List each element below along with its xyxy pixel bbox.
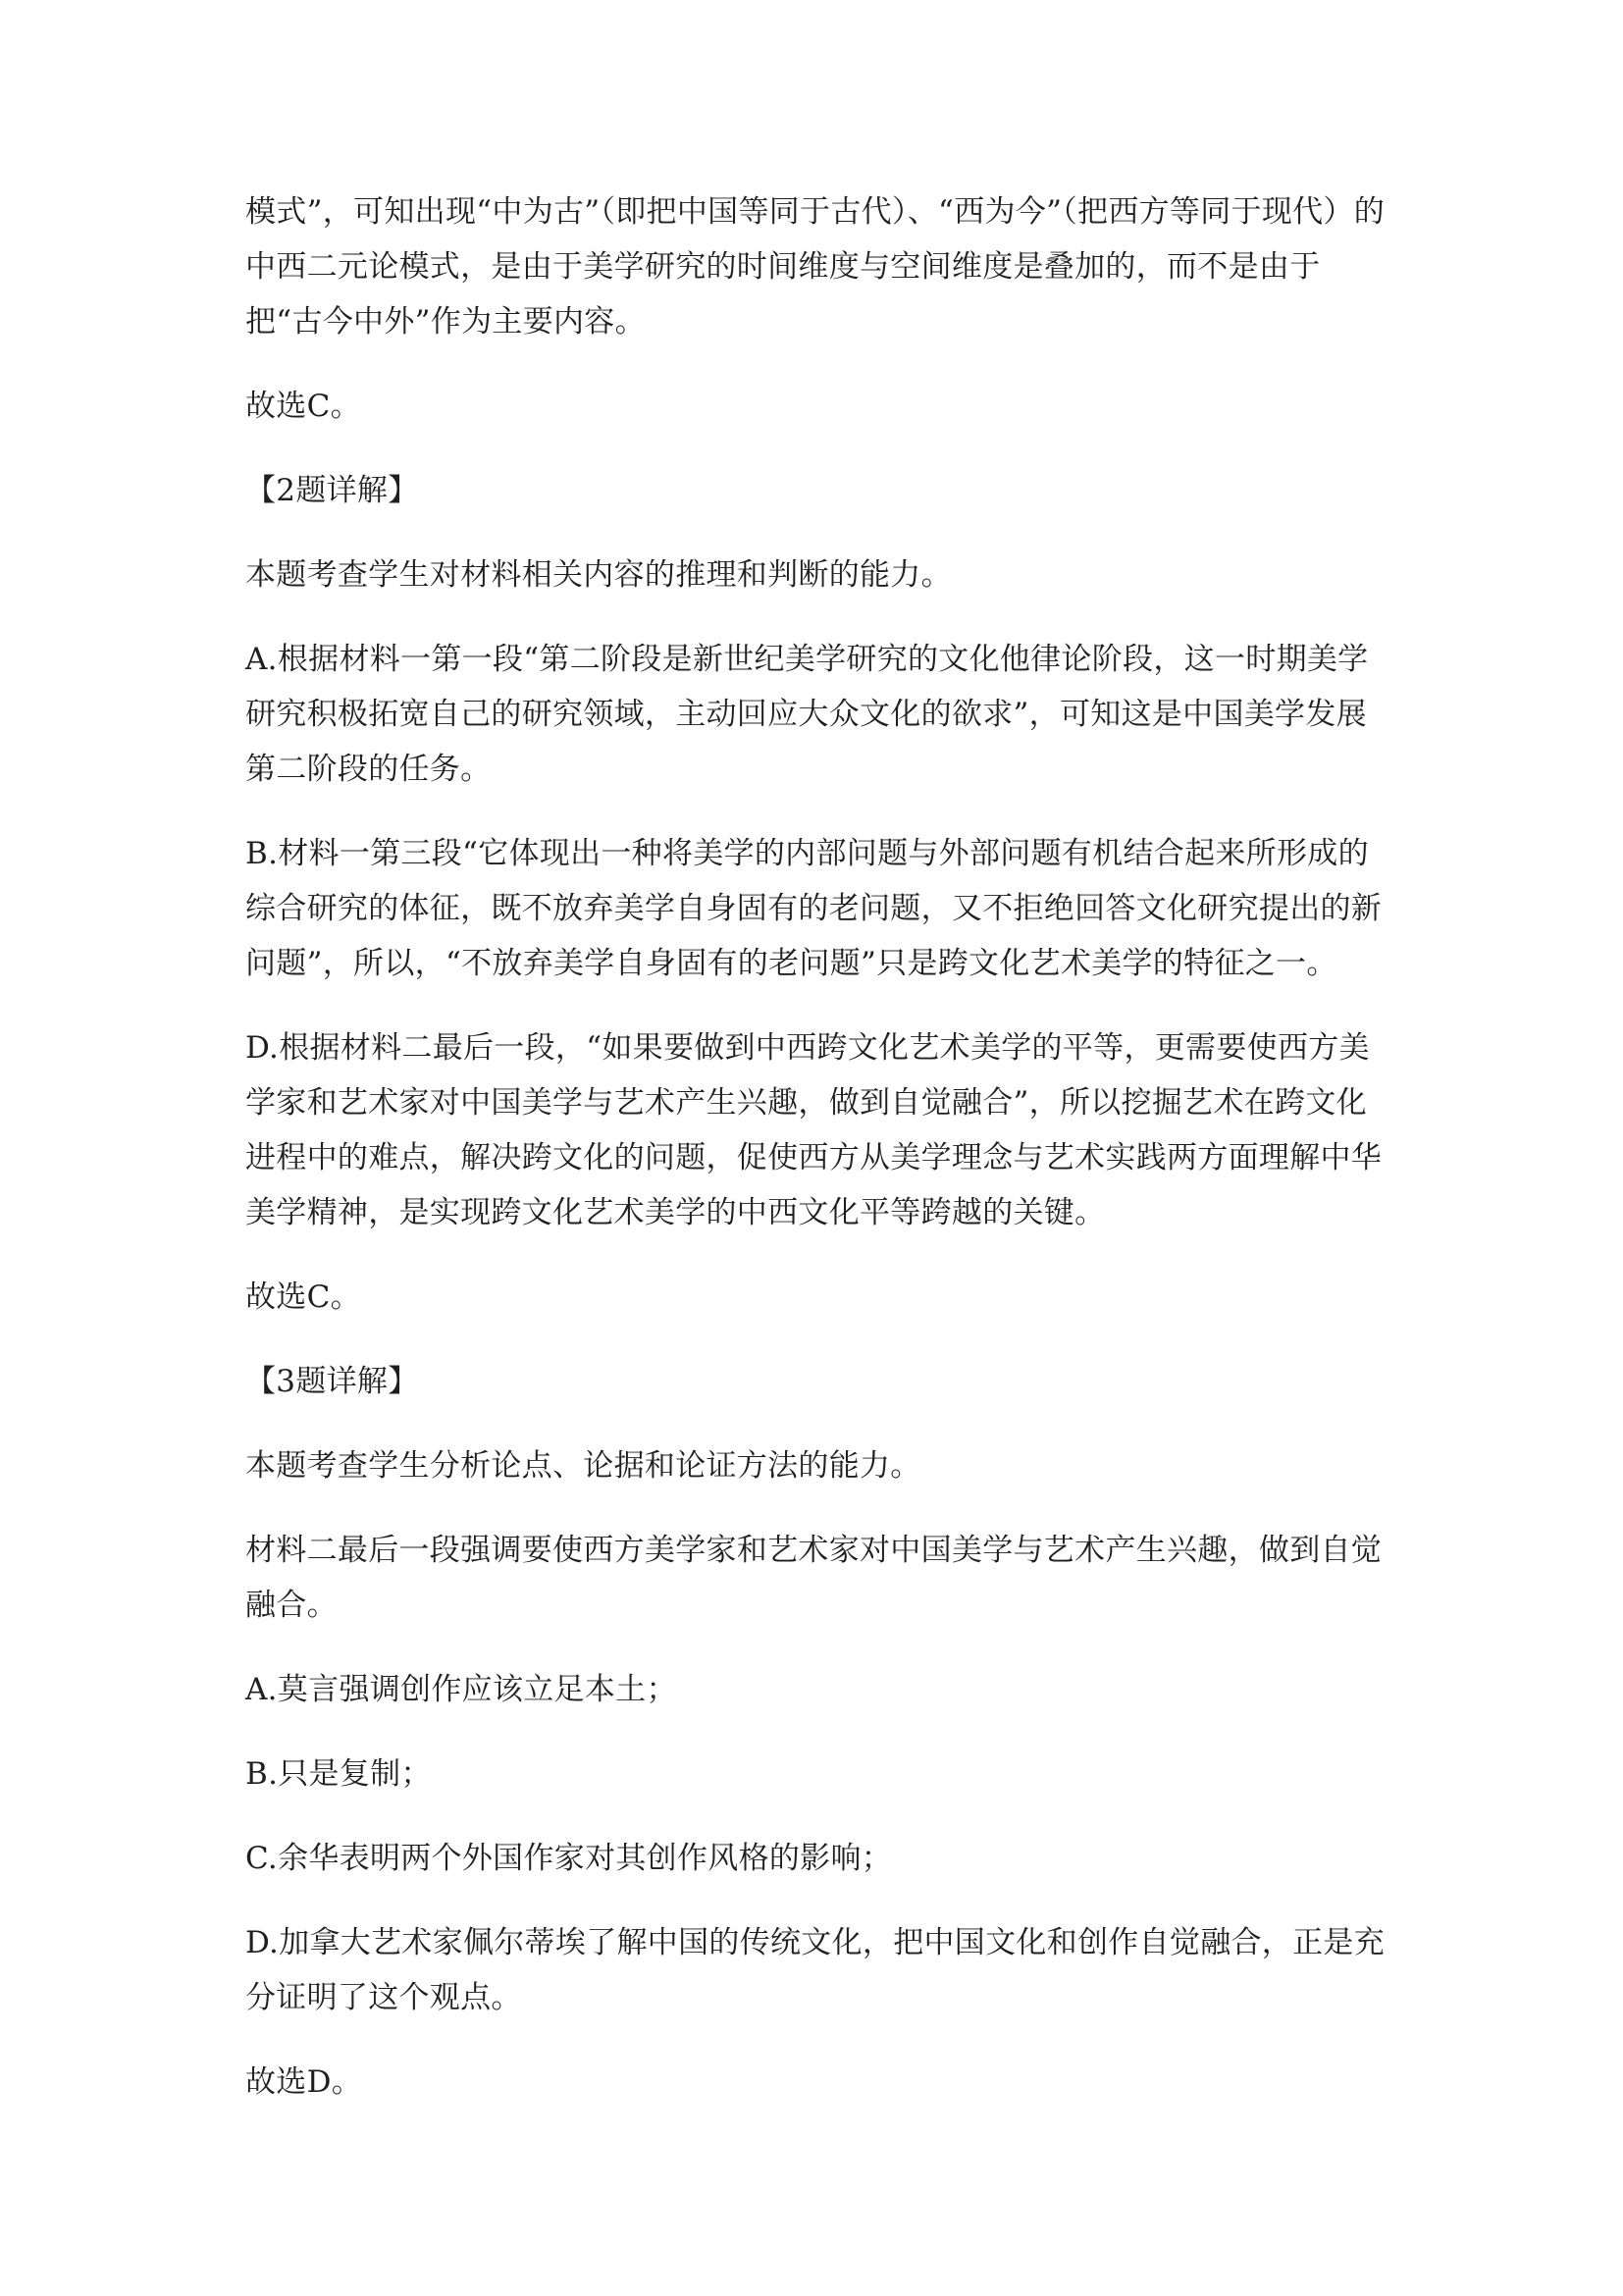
paragraph-q2-option-b: B.材料一第三段“它体现出一种将美学的内部问题与外部问题有机结合起来所形成的综合研究的体征，既不放弃美学自身固有的老问题，又不拒绝回答文化研究提出的新问题”，所以，“不放弃美学自身固有的老问题”只是跨文化艺术美学的特征之一。 xyxy=(245,836,1383,981)
paragraph-q3-option-d: D.加拿大艺术家佩尔蒂埃了解中国的传统文化，把中国文化和创作自觉融合，正是充分证明了这个观点。 xyxy=(245,1925,1385,2015)
paragraph-q2-option-d: D.根据材料二最后一段，“如果要做到中西跨文化艺术美学的平等，更需要使西方美学家和艺术家对中国美学与艺术产生兴趣，做到自觉融合”，所以挖掘艺术在跨文化进程中的难点，解决跨文化的问题，促使西方从美学理念与艺术实践两方面理解中华美学精神，是实现跨文化艺术美学的中西文化平等跨越的关键。 xyxy=(245,1030,1383,1230)
paragraph-q3-option-b: B.只是复制； xyxy=(245,1756,432,1792)
heading-q3-explanation: 【3题详解】 xyxy=(245,1364,419,1399)
heading-q2-explanation: 【2题详解】 xyxy=(245,473,419,508)
paragraph-q1-answer: 故选C。 xyxy=(245,389,361,424)
document-body xyxy=(245,184,1393,2139)
paragraph-q2-option-a: A.根据材料一第一段“第二阶段是新世纪美学研究的文化他律论阶段，这一时期美学研究积极拓宽自己的研究领域，主动回应大众文化的欲求”，可知这是中国美学发展第二阶段的任务。 xyxy=(245,642,1369,787)
paragraph-q3-option-c: C.余华表明两个外国作家对其创作风格的影响； xyxy=(245,1841,893,1876)
paragraph-q2-intro: 本题考查学生对材料相关内容的推理和判断的能力。 xyxy=(245,557,952,593)
paragraph-q1-explanation-continued: 模式”，可知出现“中为古”（即把中国等同于古代）、“西为今”（把西方等同于现代）的中西二元论模式，是由于美学研究的时间维度与空间维度是叠加的，而不是由于把“古今中外”作为主要内容。 xyxy=(245,194,1386,339)
paragraph-q3-context: 材料二最后一段强调要使西方美学家和艺术家对中国美学与艺术产生兴趣，做到自觉融合。 xyxy=(245,1533,1383,1623)
paragraph-q3-option-a: A.莫言强调创作应该立足本土； xyxy=(245,1672,677,1707)
paragraph-q3-answer: 故选D。 xyxy=(245,2064,363,2100)
paragraph-q3-intro: 本题考查学生分析论点、论据和论证方法的能力。 xyxy=(245,1448,921,1484)
paragraph-q2-answer: 故选C。 xyxy=(245,1279,361,1315)
